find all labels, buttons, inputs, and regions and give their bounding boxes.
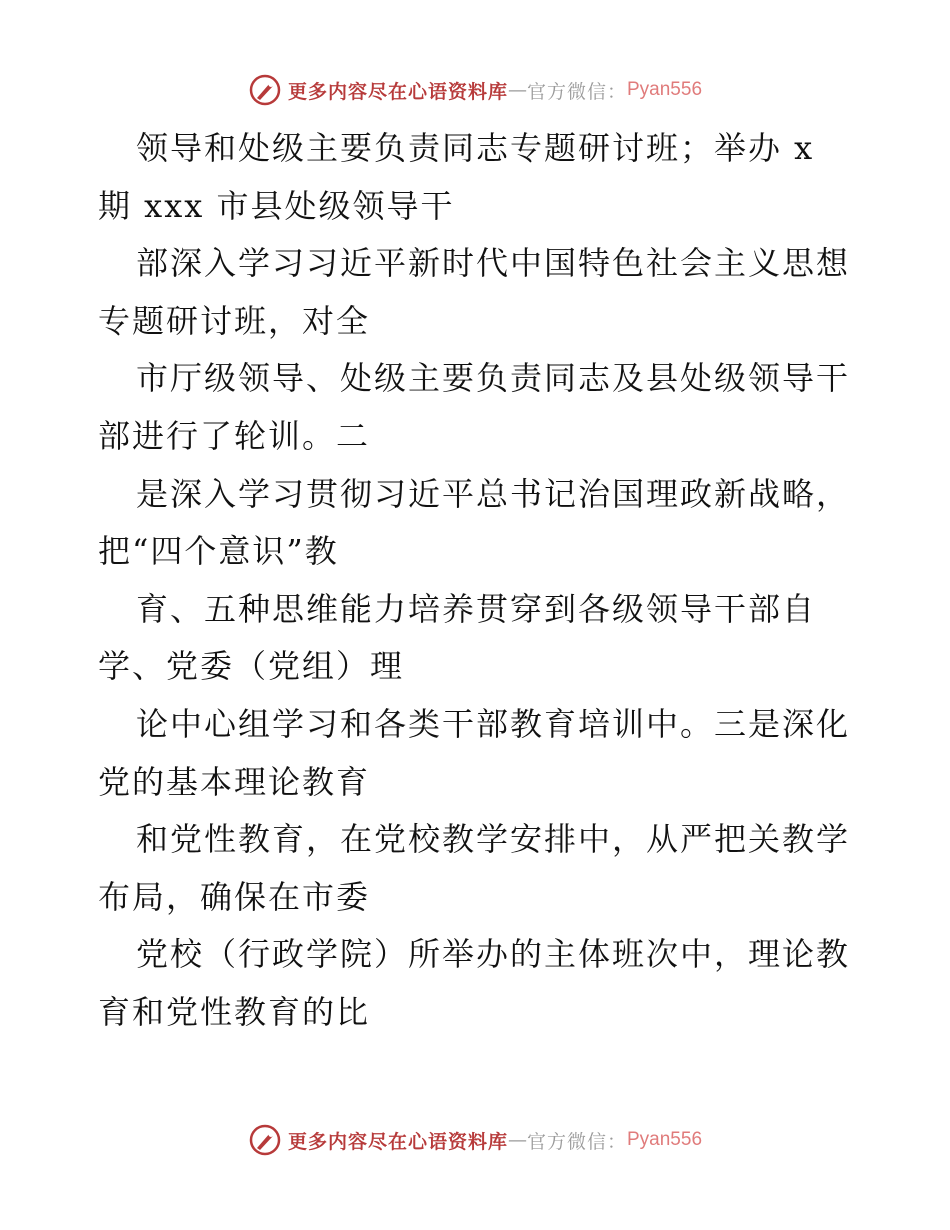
body-line: 育、五种思维能力培养贯穿到各级领导干部自 [136, 589, 817, 628]
body-line: 育和党性教育的比 [98, 992, 371, 1031]
body-line: 党的基本理论教育 [98, 762, 371, 801]
watermark-wechat-label: 官方微信： [526, 1130, 627, 1153]
pen-nib-seal-icon [248, 1123, 282, 1157]
watermark-wechat-id: Pyan556 [627, 1129, 703, 1150]
watermark-separator: — [507, 79, 527, 101]
document-body [98, 120, 868, 1042]
header-watermark [0, 70, 950, 110]
body-line: 专题研讨班，对全 [98, 301, 371, 340]
watermark-wechat-id: Pyan556 [627, 79, 703, 100]
body-line: 是深入学习贯彻习近平总书记治国理政新战略， [136, 474, 851, 513]
body-line: 党校（行政学院）所举办的主体班次中，理论教 [136, 935, 851, 974]
watermark-separator: — [507, 1129, 527, 1151]
body-line: 把“四个意识”教 [98, 532, 339, 571]
body-line: 部进行了轮训。二 [98, 416, 371, 455]
body-line: 期 xxx 市县处级领导干 [98, 186, 455, 225]
pen-nib-seal-icon [248, 73, 282, 107]
body-line: 领导和处级主要负责同志专题研讨班；举办 x [136, 129, 815, 167]
body-line: 布局，确保在市委 [98, 877, 371, 916]
watermark-wechat-label: 官方微信： [526, 80, 627, 103]
body-line: 论中心组学习和各类干部教育培训中。三是深化 [136, 704, 851, 743]
body-line: 市厅级领导、处级主要负责同志及县处级领导干 [136, 359, 851, 398]
body-line: 学、党委（党组）理 [98, 647, 405, 686]
watermark-text: 更多内容尽在心语资料库 [287, 1130, 508, 1153]
body-line: 部深入学习习近平新时代中国特色社会主义思想 [136, 244, 851, 283]
watermark-text: 更多内容尽在心语资料库 [287, 80, 508, 103]
body-line: 和党性教育，在党校教学安排中，从严把关教学 [136, 820, 851, 859]
footer-watermark [0, 1120, 950, 1160]
